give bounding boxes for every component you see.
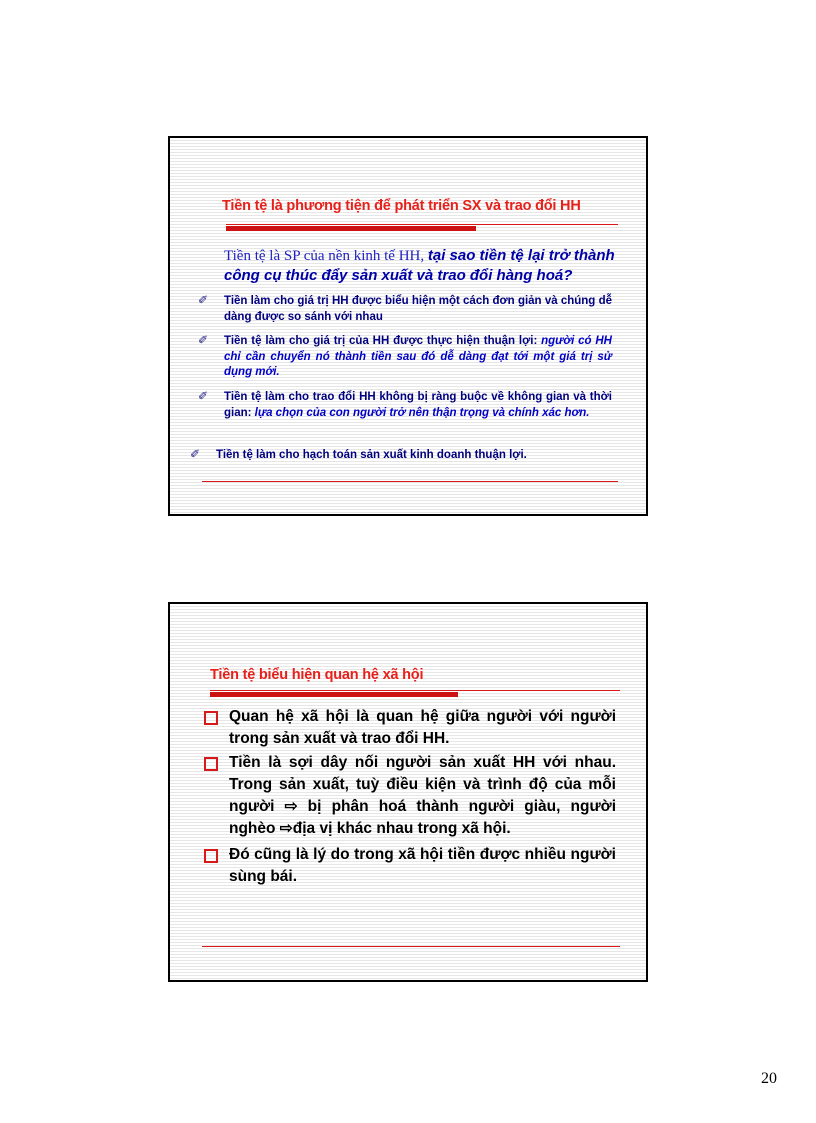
checkbox-icon [204, 711, 218, 725]
bullet-text: Đó cũng là lý do trong xã hội tiền được nhiều người sùng bái. [229, 846, 616, 885]
bullet-text: Tiền là sợi dây nối người sản xuất HH với nhau. Trong sản xuất, tuỳ điều kiện và trình độ của mỗi người ⇨ bị phân hoá thành người giàu, người nghèo ⇨địa vị khác nhau trong xã hội. [229, 754, 616, 837]
bullet-emphasis: lựa chọn của con người trở nên thận trọng và chính xác hơn. [254, 406, 590, 419]
page-number: 20 [761, 1070, 777, 1087]
bullet-item [198, 294, 612, 325]
title-accent-bar [210, 692, 458, 697]
slide-money-development [168, 136, 648, 516]
slide-money-social-relations [168, 602, 648, 982]
pencil-icon: ✐ [198, 293, 209, 307]
bullet-item [204, 752, 616, 840]
bullet-item [198, 390, 612, 421]
title-rule [210, 690, 620, 691]
footer-rule [202, 946, 620, 947]
pencil-icon: ✐ [198, 333, 209, 347]
slide-title: Tiền tệ là phương tiện để phát triển SX và trao đổi HH [222, 198, 581, 214]
bullet-text: Tiền tệ làm cho giá trị của HH được thực hiện thuận lợi: [224, 335, 542, 347]
title-accent-bar [226, 226, 476, 231]
checkbox-icon [204, 757, 218, 771]
intro-plain-text: Tiền tệ là SP của nền kinh tế HH, [224, 248, 428, 264]
bullet-text: Quan hệ xã hội là quan hệ giữa người với người trong sản xuất và trao đổi HH. [229, 708, 616, 747]
intro-paragraph [224, 246, 624, 285]
pencil-icon: ✐ [198, 389, 209, 403]
bullet-text: Tiền tệ làm cho trao đổi HH không bị ràng buộc về không gian và thời gian: [224, 391, 612, 419]
bullet-text: Tiền làm cho giá trị HH được biểu hiện một cách đơn giản và chúng dễ dàng được so sánh với nhau [224, 295, 612, 323]
intro-emphasis-text: tại sao tiền tệ lại trở thành công cụ thúc đẩy sản xuất và trao đổi hàng hoá? [224, 247, 615, 284]
pencil-icon: ✐ [190, 447, 201, 461]
checkbox-icon [204, 849, 218, 863]
bullet-item [190, 448, 620, 464]
bullet-text: Tiền tệ làm cho hạch toán sản xuất kinh doanh thuận lợi. [216, 449, 527, 461]
bullet-emphasis: người có HH chỉ cần chuyển nó thành tiền sau đó dễ dàng đạt tới một giá trị sử dụng mới. [224, 335, 612, 378]
bullet-item [198, 334, 612, 381]
title-rule [226, 224, 618, 225]
slide-title: Tiền tệ biểu hiện quan hệ xã hội [210, 667, 424, 683]
bullet-item [204, 844, 616, 888]
bullet-item [204, 706, 616, 750]
footer-rule [202, 481, 618, 482]
